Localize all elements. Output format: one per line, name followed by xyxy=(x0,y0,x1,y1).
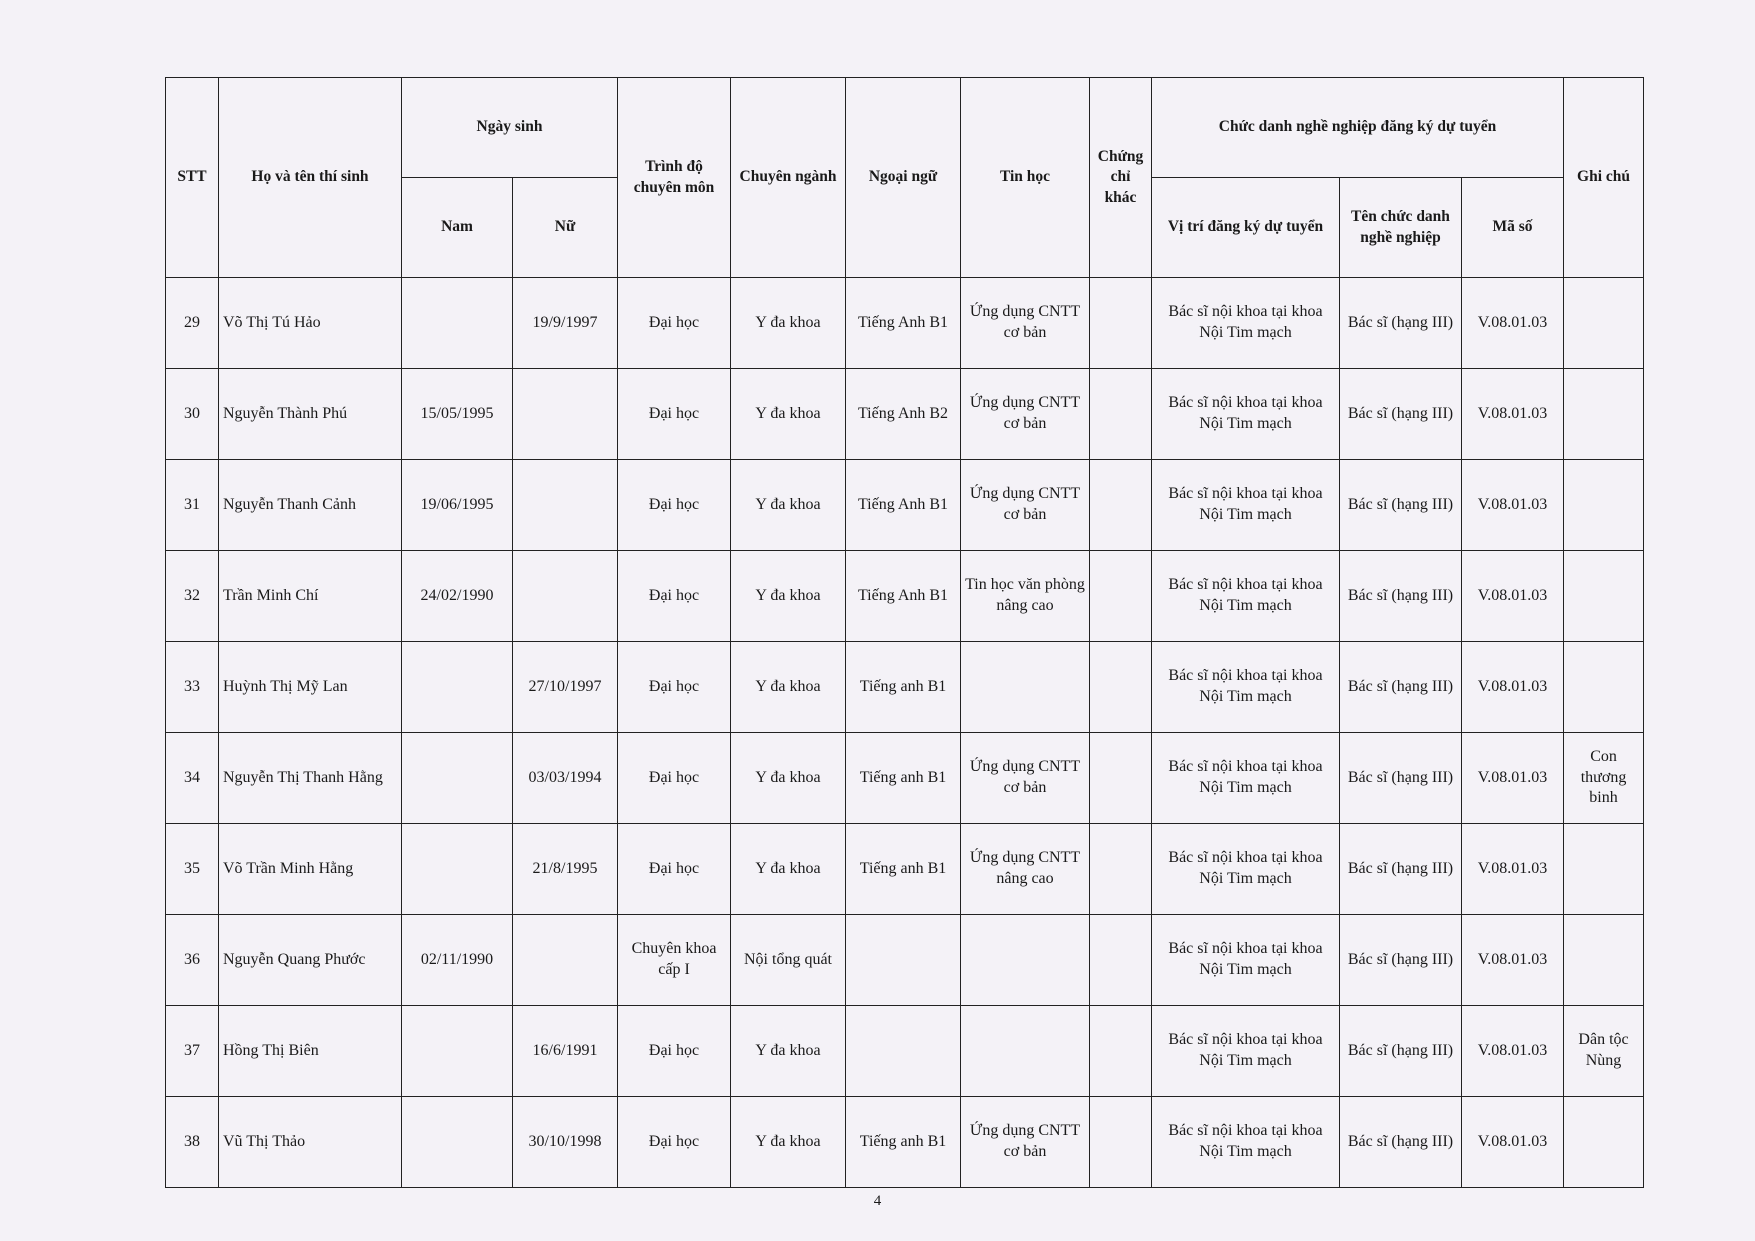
cell-stt: 37 xyxy=(166,1006,219,1097)
cell-it: Ứng dụng CNTT cơ bản xyxy=(961,1097,1090,1188)
cell-language: Tiếng Anh B1 xyxy=(846,460,961,551)
header-male: Nam xyxy=(402,178,513,278)
cell-dob-male: 02/11/1990 xyxy=(402,915,513,1006)
cell-language xyxy=(846,1006,961,1097)
cell-stt: 38 xyxy=(166,1097,219,1188)
cell-language: Tiếng Anh B1 xyxy=(846,551,961,642)
cell-name: Hồng Thị Biên xyxy=(219,1006,402,1097)
cell-dob-female xyxy=(513,915,618,1006)
cell-note xyxy=(1564,824,1644,915)
cell-major: Y đa khoa xyxy=(731,733,846,824)
header-title-group: Chức danh nghề nghiệp đăng ký dự tuyển xyxy=(1152,78,1564,178)
cell-it xyxy=(961,915,1090,1006)
cell-language: Tiếng Anh B2 xyxy=(846,369,961,460)
cell-dob-female xyxy=(513,369,618,460)
cell-stt: 32 xyxy=(166,551,219,642)
cell-note xyxy=(1564,551,1644,642)
cell-it: Ứng dụng CNTT nâng cao xyxy=(961,824,1090,915)
cell-dob-female: 16/6/1991 xyxy=(513,1006,618,1097)
cell-code: V.08.01.03 xyxy=(1462,278,1564,369)
cell-dob-female: 21/8/1995 xyxy=(513,824,618,915)
cell-position: Bác sĩ nội khoa tại khoa Nội Tim mạch xyxy=(1152,551,1340,642)
cell-position: Bác sĩ nội khoa tại khoa Nội Tim mạch xyxy=(1152,278,1340,369)
header-dob: Ngày sinh xyxy=(402,78,618,178)
cell-level: Chuyên khoa cấp I xyxy=(618,915,731,1006)
cell-dob-male xyxy=(402,1006,513,1097)
cell-stt: 35 xyxy=(166,824,219,915)
cell-position: Bác sĩ nội khoa tại khoa Nội Tim mạch xyxy=(1152,1006,1340,1097)
cell-position: Bác sĩ nội khoa tại khoa Nội Tim mạch xyxy=(1152,915,1340,1006)
cell-title: Bác sĩ (hạng III) xyxy=(1340,460,1462,551)
cell-it xyxy=(961,642,1090,733)
cell-it xyxy=(961,1006,1090,1097)
cell-dob-male xyxy=(402,278,513,369)
cell-dob-female: 03/03/1994 xyxy=(513,733,618,824)
cell-dob-female: 30/10/1998 xyxy=(513,1097,618,1188)
header-title-name: Tên chức danh nghề nghiệp xyxy=(1340,178,1462,278)
cell-major: Nội tổng quát xyxy=(731,915,846,1006)
table-row xyxy=(166,551,1644,642)
cell-major: Y đa khoa xyxy=(731,460,846,551)
header-position: Vị trí đăng ký dự tuyển xyxy=(1152,178,1340,278)
table-row xyxy=(166,1097,1644,1188)
cell-other-cert xyxy=(1090,824,1152,915)
cell-other-cert xyxy=(1090,1097,1152,1188)
cell-position: Bác sĩ nội khoa tại khoa Nội Tim mạch xyxy=(1152,369,1340,460)
cell-major: Y đa khoa xyxy=(731,369,846,460)
cell-language: Tiếng anh B1 xyxy=(846,642,961,733)
cell-it: Ứng dụng CNTT cơ bản xyxy=(961,460,1090,551)
cell-it: Ứng dụng CNTT cơ bản xyxy=(961,369,1090,460)
cell-position: Bác sĩ nội khoa tại khoa Nội Tim mạch xyxy=(1152,460,1340,551)
cell-dob-male xyxy=(402,1097,513,1188)
cell-name: Võ Thị Tú Hảo xyxy=(219,278,402,369)
cell-note xyxy=(1564,369,1644,460)
cell-position: Bác sĩ nội khoa tại khoa Nội Tim mạch xyxy=(1152,733,1340,824)
candidate-table xyxy=(165,77,1644,1188)
cell-name: Trần Minh Chí xyxy=(219,551,402,642)
cell-note xyxy=(1564,642,1644,733)
cell-dob-male xyxy=(402,642,513,733)
cell-note xyxy=(1564,1097,1644,1188)
header-note: Ghi chú xyxy=(1564,78,1644,278)
cell-level: Đại học xyxy=(618,1097,731,1188)
cell-level: Đại học xyxy=(618,642,731,733)
cell-level: Đại học xyxy=(618,460,731,551)
page-number: 4 xyxy=(873,1193,882,1209)
cell-note xyxy=(1564,460,1644,551)
cell-it: Ứng dụng CNTT cơ bản xyxy=(961,733,1090,824)
cell-name: Võ Trần Minh Hằng xyxy=(219,824,402,915)
cell-it: Tin học văn phòng nâng cao xyxy=(961,551,1090,642)
cell-major: Y đa khoa xyxy=(731,824,846,915)
cell-dob-male xyxy=(402,824,513,915)
cell-code: V.08.01.03 xyxy=(1462,824,1564,915)
cell-other-cert xyxy=(1090,733,1152,824)
cell-stt: 29 xyxy=(166,278,219,369)
cell-dob-female: 19/9/1997 xyxy=(513,278,618,369)
header-name: Họ và tên thí sinh xyxy=(219,78,402,278)
header-stt: STT xyxy=(166,78,219,278)
cell-code: V.08.01.03 xyxy=(1462,915,1564,1006)
header-code: Mã số xyxy=(1462,178,1564,278)
table-row xyxy=(166,1006,1644,1097)
cell-title: Bác sĩ (hạng III) xyxy=(1340,824,1462,915)
table-row xyxy=(166,460,1644,551)
cell-code: V.08.01.03 xyxy=(1462,1006,1564,1097)
cell-other-cert xyxy=(1090,460,1152,551)
header-female: Nữ xyxy=(513,178,618,278)
cell-level: Đại học xyxy=(618,369,731,460)
cell-title: Bác sĩ (hạng III) xyxy=(1340,551,1462,642)
cell-note: Con thương binh xyxy=(1564,733,1644,824)
cell-dob-male: 19/06/1995 xyxy=(402,460,513,551)
cell-other-cert xyxy=(1090,642,1152,733)
cell-stt: 34 xyxy=(166,733,219,824)
cell-other-cert xyxy=(1090,278,1152,369)
header-major: Chuyên ngành xyxy=(731,78,846,278)
cell-note: Dân tộc Nùng xyxy=(1564,1006,1644,1097)
cell-name: Nguyễn Thị Thanh Hằng xyxy=(219,733,402,824)
cell-level: Đại học xyxy=(618,824,731,915)
header-row-top xyxy=(166,78,1644,178)
cell-note xyxy=(1564,278,1644,369)
header-level: Trình độ chuyên môn xyxy=(618,78,731,278)
cell-name: Nguyễn Thành Phú xyxy=(219,369,402,460)
cell-title: Bác sĩ (hạng III) xyxy=(1340,1097,1462,1188)
table-row xyxy=(166,278,1644,369)
table-row xyxy=(166,915,1644,1006)
cell-level: Đại học xyxy=(618,733,731,824)
cell-stt: 31 xyxy=(166,460,219,551)
cell-title: Bác sĩ (hạng III) xyxy=(1340,915,1462,1006)
table-row xyxy=(166,824,1644,915)
cell-name: Nguyễn Quang Phước xyxy=(219,915,402,1006)
cell-language: Tiếng anh B1 xyxy=(846,1097,961,1188)
cell-title: Bác sĩ (hạng III) xyxy=(1340,642,1462,733)
cell-code: V.08.01.03 xyxy=(1462,1097,1564,1188)
cell-name: Huỳnh Thị Mỹ Lan xyxy=(219,642,402,733)
cell-language: Tiếng anh B1 xyxy=(846,824,961,915)
cell-other-cert xyxy=(1090,1006,1152,1097)
cell-stt: 36 xyxy=(166,915,219,1006)
cell-title: Bác sĩ (hạng III) xyxy=(1340,369,1462,460)
cell-dob-male: 15/05/1995 xyxy=(402,369,513,460)
cell-other-cert xyxy=(1090,915,1152,1006)
cell-level: Đại học xyxy=(618,278,731,369)
cell-code: V.08.01.03 xyxy=(1462,642,1564,733)
cell-name: Vũ Thị Thảo xyxy=(219,1097,402,1188)
cell-dob-female xyxy=(513,551,618,642)
cell-dob-male: 24/02/1990 xyxy=(402,551,513,642)
cell-dob-male xyxy=(402,733,513,824)
cell-language: Tiếng anh B1 xyxy=(846,733,961,824)
cell-position: Bác sĩ nội khoa tại khoa Nội Tim mạch xyxy=(1152,824,1340,915)
cell-level: Đại học xyxy=(618,1006,731,1097)
cell-other-cert xyxy=(1090,551,1152,642)
cell-name: Nguyễn Thanh Cảnh xyxy=(219,460,402,551)
cell-code: V.08.01.03 xyxy=(1462,369,1564,460)
cell-stt: 33 xyxy=(166,642,219,733)
table-row xyxy=(166,642,1644,733)
cell-level: Đại học xyxy=(618,551,731,642)
cell-it: Ứng dụng CNTT cơ bản xyxy=(961,278,1090,369)
table-row xyxy=(166,733,1644,824)
cell-stt: 30 xyxy=(166,369,219,460)
cell-language: Tiếng Anh B1 xyxy=(846,278,961,369)
cell-title: Bác sĩ (hạng III) xyxy=(1340,278,1462,369)
cell-major: Y đa khoa xyxy=(731,1006,846,1097)
cell-major: Y đa khoa xyxy=(731,642,846,733)
header-other-cert: Chứng chỉ khác xyxy=(1090,78,1152,278)
cell-title: Bác sĩ (hạng III) xyxy=(1340,733,1462,824)
cell-major: Y đa khoa xyxy=(731,551,846,642)
header-it: Tin học xyxy=(961,78,1090,278)
cell-language xyxy=(846,915,961,1006)
cell-code: V.08.01.03 xyxy=(1462,460,1564,551)
cell-position: Bác sĩ nội khoa tại khoa Nội Tim mạch xyxy=(1152,1097,1340,1188)
cell-code: V.08.01.03 xyxy=(1462,551,1564,642)
cell-dob-female xyxy=(513,460,618,551)
cell-other-cert xyxy=(1090,369,1152,460)
cell-dob-female: 27/10/1997 xyxy=(513,642,618,733)
table-row xyxy=(166,369,1644,460)
header-language: Ngoại ngữ xyxy=(846,78,961,278)
cell-position: Bác sĩ nội khoa tại khoa Nội Tim mạch xyxy=(1152,642,1340,733)
cell-code: V.08.01.03 xyxy=(1462,733,1564,824)
cell-major: Y đa khoa xyxy=(731,278,846,369)
cell-title: Bác sĩ (hạng III) xyxy=(1340,1006,1462,1097)
cell-major: Y đa khoa xyxy=(731,1097,846,1188)
cell-note xyxy=(1564,915,1644,1006)
